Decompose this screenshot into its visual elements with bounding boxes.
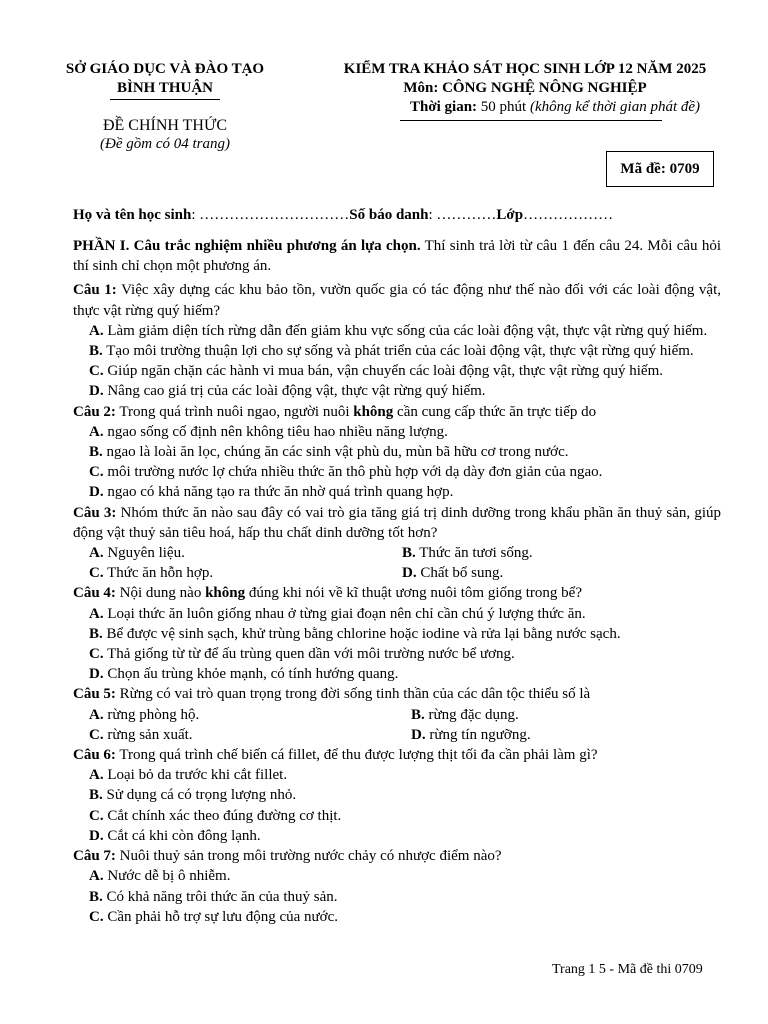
name-dots: : …………………………	[191, 207, 350, 223]
option-text: ngao sống cố định nên không tiêu hao nhiều năng lượng.	[103, 423, 448, 440]
option-text: Nguyên liệu.	[103, 545, 185, 562]
option-text: rừng tín ngưỡng.	[425, 726, 531, 743]
exam-content	[73, 236, 721, 927]
option-c	[89, 725, 411, 745]
question-6	[73, 745, 721, 765]
id-label: Số báo danh	[349, 207, 429, 223]
option-letter: D.	[89, 484, 104, 501]
question-text: Rừng có vai trò quan trọng trong đời sống tinh thần của các dân tộc thiểu số là	[115, 686, 591, 703]
question-number: Câu 4:	[73, 585, 116, 602]
option-a	[73, 321, 721, 341]
option-letter: C.	[89, 363, 104, 380]
question-number: Câu 7:	[73, 848, 116, 865]
option-b	[73, 341, 721, 361]
option-text: Tạo môi trường thuận lợi cho sự sống và phát triển của các loài động vật, thực vật rừng quý hiếm.	[102, 343, 694, 360]
option-text: Cần phải hỗ trợ sự lưu động của nước.	[103, 908, 338, 925]
option-letter: A.	[89, 423, 104, 440]
option-text: Nâng cao giá trị của các loài động vật, thực vật rừng quý hiếm.	[103, 383, 486, 400]
option-letter: D.	[411, 726, 426, 743]
class-dots: ………………	[523, 207, 614, 223]
id-dots: : …………	[428, 207, 497, 223]
department-line-1: SỞ GIÁO DỤC VÀ ĐÀO TẠO	[65, 61, 265, 77]
option-text: Loại bỏ da trước khi cắt fillet.	[103, 767, 288, 784]
student-info-line	[73, 207, 613, 224]
option-a	[73, 604, 721, 624]
question-emphasis: không	[205, 585, 246, 602]
option-text: Chọn ấu trùng khỏe mạnh, có tính hướng quang.	[103, 666, 399, 683]
header-left	[50, 60, 280, 154]
option-letter: B.	[89, 888, 103, 905]
question-2	[73, 402, 721, 422]
option-letter: D.	[89, 666, 104, 683]
option-text: Loại thức ăn luôn giống nhau ở từng giai đoạn nên chỉ cần chú ý lượng thức ăn.	[103, 605, 586, 622]
option-a	[73, 866, 721, 886]
question-5	[73, 684, 721, 704]
option-a	[89, 705, 411, 725]
section-instruction: Thí sinh trả lời từ câu 1 đến câu 24. Mỗi câu hỏi thí sinh chỉ chọn một phương án.	[73, 238, 721, 275]
question-text: Trong quá trình nuôi ngao, người nuôi	[115, 403, 354, 420]
page-footer: Trang 1 5 - Mã đề thi 0709	[552, 962, 703, 977]
option-text: Có khả năng trôi thức ăn của thuỷ sản.	[102, 888, 338, 905]
question-number: Câu 2:	[73, 403, 116, 420]
option-text: rừng đặc dụng.	[424, 706, 519, 723]
option-text: Chất bổ sung.	[416, 565, 504, 582]
question-number: Câu 5:	[73, 686, 116, 703]
option-text: Cắt cá khi còn đông lạnh.	[103, 827, 261, 844]
option-letter: C.	[89, 464, 104, 481]
question-1	[73, 280, 721, 320]
option-text: ngao có khả năng tạo ra thức ăn nhờ quá trình quang hợp.	[103, 484, 454, 501]
exam-code-box: Mã đề: 0709	[606, 151, 714, 187]
option-letter: B.	[89, 343, 103, 360]
option-row	[73, 705, 721, 725]
option-c	[73, 361, 721, 381]
page-count-note: (Đề gồm có 04 trang)	[100, 136, 230, 152]
option-letter: C.	[89, 807, 104, 824]
option-b	[411, 705, 519, 725]
option-letter: A.	[89, 868, 104, 885]
option-b	[73, 442, 721, 462]
header-right-underline	[400, 120, 662, 121]
option-c	[73, 462, 721, 482]
option-letter: A.	[89, 605, 104, 622]
option-d	[73, 826, 721, 846]
option-letter: A.	[89, 706, 104, 723]
option-c	[73, 806, 721, 826]
section-title: PHẦN I. Câu trắc nghiệm nhiều phương án lựa chọn.	[73, 238, 421, 254]
option-letter: A.	[89, 767, 104, 784]
question-number: Câu 3:	[73, 504, 117, 521]
option-letter: B.	[89, 787, 103, 804]
option-c	[73, 907, 721, 927]
question-number: Câu 6:	[73, 747, 116, 764]
question-4	[73, 583, 721, 603]
question-emphasis: không	[353, 403, 394, 420]
option-text: Nước dễ bị ô nhiễm.	[103, 868, 231, 885]
option-c	[89, 563, 402, 583]
option-text: Cắt chính xác theo đúng đường cơ thịt.	[103, 807, 342, 824]
class-label: Lớp	[496, 207, 524, 223]
option-text: Thức ăn hỗn hợp.	[103, 565, 214, 582]
option-text: rừng sản xuất.	[103, 726, 193, 743]
option-d	[73, 482, 721, 502]
option-letter: A.	[89, 322, 104, 339]
option-a	[73, 765, 721, 785]
option-letter: D.	[89, 383, 104, 400]
option-letter: C.	[89, 565, 104, 582]
name-label: Họ và tên học sinh	[73, 207, 192, 223]
option-text: Thức ăn tươi sống.	[415, 545, 533, 562]
option-letter: C.	[89, 726, 104, 743]
option-letter: A.	[89, 545, 104, 562]
option-d	[411, 725, 531, 745]
option-text: rừng phòng hộ.	[103, 706, 200, 723]
option-text: Làm giảm diện tích rừng dẫn đến giảm khu vực sống của các loài động vật, thực vật rừng quý hiếm.	[103, 322, 708, 339]
option-a	[73, 422, 721, 442]
question-text: Nội dung nào	[115, 585, 206, 602]
subject-line: Môn: CÔNG NGHỆ NÔNG NGHIỆP	[403, 80, 647, 96]
option-d	[73, 381, 721, 401]
question-3	[73, 503, 721, 543]
option-letter: B.	[402, 545, 416, 562]
question-number: Câu 1:	[73, 282, 117, 299]
time-note: (không kể thời gian phát đề)	[529, 99, 701, 115]
option-letter: B.	[89, 444, 103, 461]
option-row	[73, 563, 721, 583]
option-text: Bể được vệ sinh sạch, khử trùng bằng chlorine hoặc iodine và rửa lại bằng nước sạch.	[102, 625, 621, 642]
option-d	[73, 664, 721, 684]
option-c	[73, 644, 721, 664]
option-row	[73, 725, 721, 745]
option-letter: C.	[89, 908, 104, 925]
option-text: môi trường nước lợ chứa nhiều thức ăn thô phù hợp với dạ dày đơn giản của ngao.	[103, 464, 603, 481]
question-text: Nuôi thuỷ sản trong môi trường nước chảy có nhược điểm nào?	[115, 848, 502, 865]
section-heading	[73, 236, 721, 276]
question-text: Trong quá trình chế biến cá fillet, để thu được lượng thịt tối đa cần phải làm gì?	[115, 747, 598, 764]
header-left-underline	[110, 99, 220, 100]
option-b	[402, 543, 533, 563]
option-text: ngao là loài ăn lọc, chúng ăn các sinh vật phù du, mùn bã hữu cơ trong nước.	[102, 444, 569, 461]
option-letter: D.	[89, 827, 104, 844]
department-line-2: BÌNH THUẬN	[117, 80, 213, 96]
time-label: Thời gian:	[409, 99, 478, 115]
option-letter: B.	[89, 625, 103, 642]
time-line	[305, 98, 745, 117]
question-text: Việc xây dựng các khu bảo tồn, vườn quốc gia có tác động như thế nào đối với các loài động vật, thực vật rừng quý hiếm?	[73, 282, 722, 319]
question-text: cần cung cấp thức ăn trực tiếp do	[393, 403, 597, 420]
option-b	[73, 887, 721, 907]
header-right	[305, 60, 745, 121]
option-text: Giúp ngăn chặn các hành vi mua bán, vận chuyển các loài động vật, thực vật rừng quý hiếm.	[103, 363, 664, 380]
option-row	[73, 543, 721, 563]
option-d	[402, 563, 503, 583]
option-letter: B.	[411, 706, 425, 723]
option-letter: D.	[402, 565, 417, 582]
question-7	[73, 846, 721, 866]
option-b	[73, 624, 721, 644]
official-label: ĐỀ CHÍNH THỨC	[102, 117, 228, 134]
option-b	[73, 785, 721, 805]
question-text: đúng khi nói về kĩ thuật ương nuôi tôm giống trong bể?	[245, 585, 582, 602]
exam-title: KIỂM TRA KHẢO SÁT HỌC SINH LỚP 12 NĂM 2025	[343, 61, 707, 77]
option-text: Sử dụng cá có trọng lượng nhỏ.	[102, 787, 297, 804]
question-text: Nhóm thức ăn nào sau đây có vai trò gia tăng giá trị dinh dưỡng trong khẩu phần ăn thuỷ sản, giúp động vật thuỷ sản tiêu hoá, hấp thu chất dinh dưỡng tốt hơn?	[73, 504, 722, 541]
option-a	[89, 543, 402, 563]
time-value: 50 phút	[477, 99, 530, 115]
option-letter: C.	[89, 646, 104, 663]
option-text: Thả giống từ từ để ấu trùng quen dần với môi trường nước bể ương.	[103, 646, 515, 663]
